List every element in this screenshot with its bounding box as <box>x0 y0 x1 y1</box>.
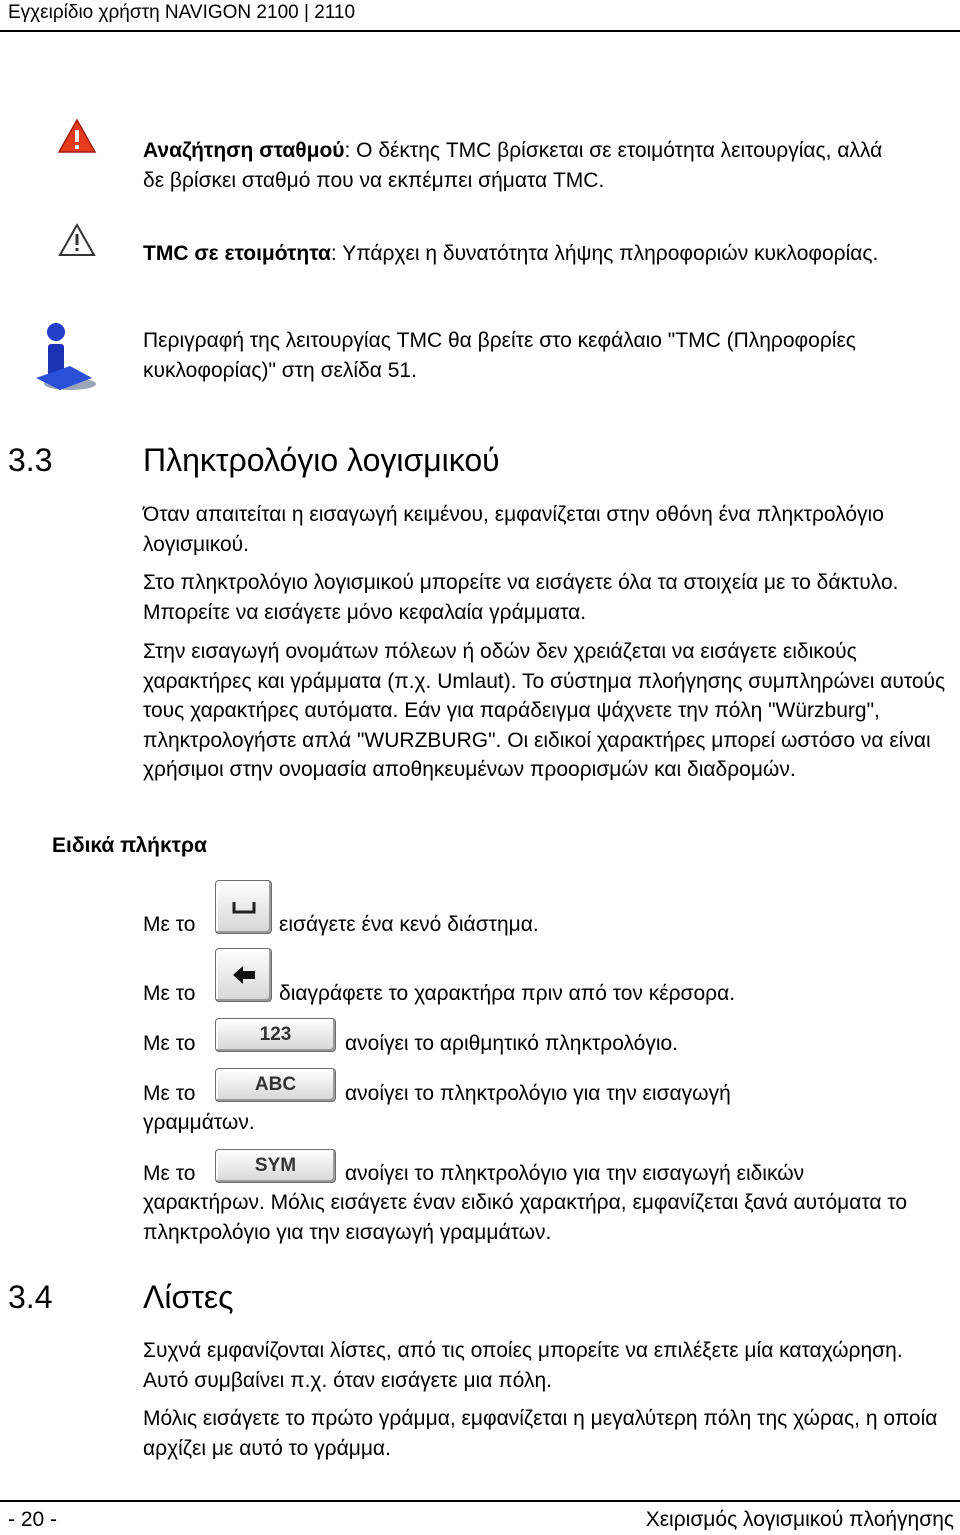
space-key-button <box>215 880 272 934</box>
note-search-station <box>143 136 883 195</box>
key-prefix: Με το <box>143 913 196 936</box>
note-tmc-ready <box>143 239 903 269</box>
section-number: 3.4 <box>8 1279 53 1315</box>
section-title: Πληκτρολόγιο λογισμικού <box>143 442 500 478</box>
letters-key-button: ABC <box>215 1068 336 1102</box>
header-rule <box>0 30 960 32</box>
key-description-continued: χαρακτήρων. Μόλις εισάγετε έναν ειδικό χαρακτήρα, εμφανίζεται ξανά αυτόματα το πληκτρολόγιο για την εισαγωγή γραμμάτων. <box>143 1191 908 1244</box>
paragraph: Συχνά εμφανίζονται λίστες, από τις οποίες μπορείτε να επιλέξετε μία καταχώρηση. Αυτό συμβαίνει π.χ. όταν εισάγετε μια πόλη. <box>143 1339 903 1392</box>
paragraph: Μόλις εισάγετε το πρώτο γράμμα, εμφανίζεται η μεγαλύτερη πόλη της χώρας, η οποία αρχίζει με αυτό το γράμμα. <box>143 1407 938 1460</box>
document-header: Εγχειρίδιο χρήστη NAVIGON 2100 | 2110 <box>8 2 356 23</box>
backspace-key-icon <box>231 964 257 986</box>
warning-red-icon <box>57 118 97 158</box>
section-title: Λίστες <box>143 1279 234 1315</box>
note-term: Αναζήτηση σταθμού <box>143 139 345 162</box>
key-description: ανοίγει το αριθμητικό πληκτρολόγιο. <box>345 1032 679 1055</box>
note-text: : Ο δέκτης TMC βρίσκεται σε ετοιμότητα λειτουργίας, αλλά δε βρίσκει σταθμό που να εκπέμπει σήματα TMC. <box>143 139 883 192</box>
note-tmc-reference: Περιγραφή της λειτουργίας TMC θα βρείτε στο κεφάλαιο "TMC (Πληροφορίες κυκλοφορίας)" στη σελίδα 51. <box>143 329 856 382</box>
note-term: TMC σε ετοιμότητα <box>143 242 331 265</box>
special-keys-heading: Ειδικά πλήκτρα <box>52 834 207 857</box>
paragraph: Στο πληκτρολόγιο λογισμικού μπορείτε να εισάγετε όλα τα στοιχεία με το δάκτυλο. Μπορείτε να εισάγετε μόνο κεφαλαία γράμματα. <box>143 571 899 624</box>
symbols-key-button: SYM <box>215 1149 336 1183</box>
key-description: εισάγετε ένα κενό διάστημα. <box>279 913 539 936</box>
key-prefix: Με το <box>143 1032 196 1055</box>
paragraph: Στην εισαγωγή ονομάτων πόλεων ή οδών δεν χρειάζεται να εισάγετε ειδικούς χαρακτήρες και γράμματα (π.χ. Umlaut). Το σύστημα πλοήγησης συμπληρώνει αυτούς τους χαρακτήρες αυτόματα. Εάν για παράδειγμα ψάχνετε την πόλη "Würzburg", πληκτρολογήστε απλά "WURZBURG". Οι ειδικοί χαρακτήρες μπορεί ωστόσο να είναι χρήσιμοι στην ονομασία αποθηκευμένων προορισμών και διαδρομών. <box>143 640 946 781</box>
footer-rule <box>0 1500 960 1502</box>
backspace-key-button <box>215 948 272 1002</box>
key-prefix: Με το <box>143 1082 196 1105</box>
key-description: ανοίγει το πληκτρολόγιο για την εισαγωγή <box>345 1082 731 1105</box>
key-description: ανοίγει το πληκτρολόγιο για την εισαγωγή ειδικών <box>345 1162 805 1185</box>
paragraph: Όταν απαιτείται η εισαγωγή κειμένου, εμφανίζεται στην οθόνη ένα πληκτρολόγιο λογισμικού. <box>143 503 884 556</box>
key-prefix: Με το <box>143 982 196 1005</box>
space-key-icon <box>232 900 256 914</box>
key-prefix: Με το <box>143 1162 196 1185</box>
key-description: διαγράφετε το χαρακτήρα πριν από τον κέρσορα. <box>279 982 736 1005</box>
footer-section-title: Χειρισμός λογισμικού πλοήγησης <box>645 1508 954 1531</box>
note-text: : Υπάρχει η δυνατότητα λήψης πληροφοριών κυκλοφορίας. <box>330 242 879 265</box>
page-number: - 20 - <box>8 1508 58 1531</box>
info-person-icon <box>30 320 100 392</box>
warning-outline-icon <box>57 222 97 262</box>
key-description-continued: γραμμάτων. <box>143 1111 255 1134</box>
section-number: 3.3 <box>8 442 53 478</box>
numeric-key-button: 123 <box>215 1018 336 1052</box>
